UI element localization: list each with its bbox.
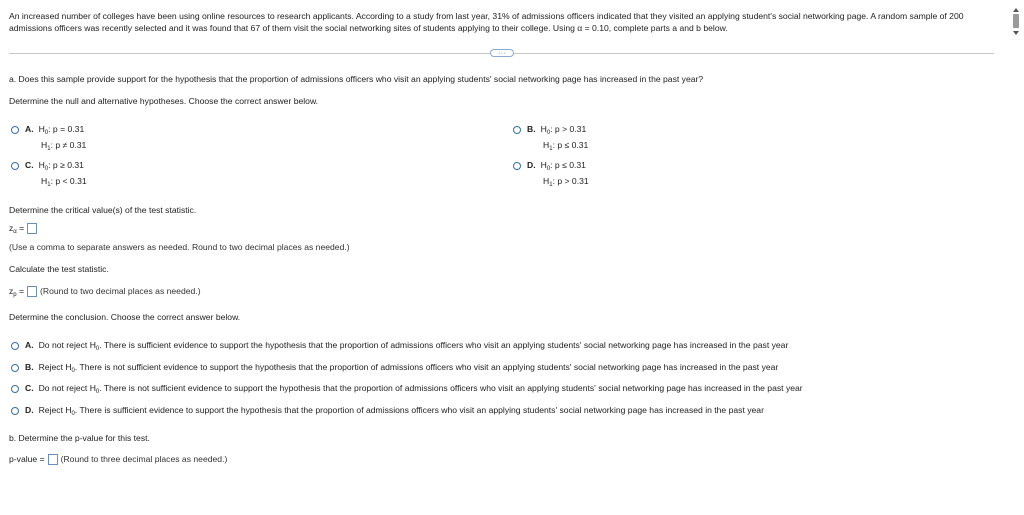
hypothesis-option-c-h1 [41,176,87,188]
h0-statement: : p = 0.31 [48,124,85,134]
hypothesis-option-a[interactable] [11,124,84,136]
scroll-up-icon[interactable] [1013,8,1019,12]
option-letter: C. [25,160,34,170]
problem-statement: An increased number of colleges have been using online resources to research applicants. According to a study from last year, 31% of admissions officers indicated that they visited an applying student's social networking page. A random sample of 200 admissions officers was recently selected and it was found that 67 of them visit the social networking sites of students applying to their college. Using α = 0.10, complete parts a and b below. [9,11,964,33]
hypothesis-option-d[interactable] [513,160,586,172]
radio-icon[interactable] [11,364,19,372]
radio-icon[interactable] [11,126,19,134]
test-statistic-prompt: Calculate the test statistic. [9,264,109,274]
hypotheses-prompt: Determine the null and alternative hypotheses. Choose the correct answer below. [9,96,319,106]
h1-symbol: $H_1$ [41,176,51,188]
p-value-hint: (Round to three decimal places as needed.) [60,454,228,464]
critical-value-hint: (Use a comma to separate answers as needed. Round to two decimal places as needed.) [9,242,350,252]
hypothesis-option-b-h1 [543,140,588,152]
conclusion-option-b[interactable]: B. Reject $H_0$. There is not sufficient evidence to support the hypothesis that the proportion of admissions officers who visit an applying students' social networking page has increased in the past year [11,362,778,374]
option-letter: B. [527,124,536,134]
h0-statement: : p > 0.31 [550,124,587,134]
scroll-thumb[interactable] [1013,14,1019,28]
scroll-down-icon[interactable] [1013,31,1019,35]
p-value-input[interactable] [48,454,58,465]
h0-symbol: $H_0$ [38,124,49,136]
part-a-question: a. Does this sample provide support for the hypothesis that the proportion of admissions officers who visit an applying students' social networking page has increased in the past year? [9,74,704,84]
radio-icon[interactable] [11,162,19,170]
expand-more-button[interactable]: ··· [490,49,514,57]
hypothesis-option-a-h1 [41,140,86,152]
test-statistic-label: $z_p$ = [9,286,25,298]
hypothesis-option-c[interactable] [11,160,84,172]
p-value-label: p-value = [9,454,45,464]
h1-statement: : p ≠ 0.31 [50,140,87,150]
h0-symbol: $H_0$ [540,160,551,172]
h1-statement: : p < 0.31 [50,176,87,186]
h1-symbol: $H_1$ [543,140,553,152]
h1-symbol: $H_1$ [41,140,51,152]
test-statistic-hint: (Round to two decimal places as needed.) [40,286,201,296]
option-letter: A. [25,124,34,134]
h0-statement: : p ≥ 0.31 [48,160,84,170]
radio-icon[interactable] [513,126,521,134]
critical-value-input[interactable] [27,223,37,234]
conclusion-option-d[interactable]: D. Reject $H_0$. There is sufficient evidence to support the hypothesis that the proportion of admissions officers who visit an applying students' social networking page has increased in the past year [11,405,764,417]
conclusion-option-c[interactable]: C. Do not reject $H_0$. There is not sufficient evidence to support the hypothesis that the proportion of admissions officers who visit an applying students' social networking page has increased in the past year [11,383,803,395]
scrollbar[interactable] [1012,8,1020,36]
critical-value-label: $z_\alpha$ = [9,223,25,235]
test-statistic-input[interactable] [27,286,37,297]
option-letter: D. [527,160,536,170]
radio-icon[interactable] [11,385,19,393]
hypothesis-option-d-h1 [543,176,589,188]
h0-symbol: $H_0$ [540,124,551,136]
radio-icon[interactable] [513,162,521,170]
part-b-question: b. Determine the p-value for this test. [9,433,150,443]
conclusion-prompt: Determine the conclusion. Choose the correct answer below. [9,312,241,322]
conclusion-option-a[interactable]: A. Do not reject $H_0$. There is sufficient evidence to support the hypothesis that the proportion of admissions officers who visit an applying students' social networking page has increased in the past year [11,340,788,352]
radio-icon[interactable] [11,342,19,350]
test-statistic-row [9,286,201,298]
h1-statement: : p > 0.31 [552,176,589,186]
radio-icon[interactable] [11,407,19,415]
p-value-row [9,454,227,465]
h0-symbol: $H_0$ [38,160,49,172]
h1-symbol: $H_1$ [543,176,553,188]
h0-statement: : p ≤ 0.31 [550,160,586,170]
critical-value-prompt: Determine the critical value(s) of the test statistic. [9,205,197,215]
hypothesis-option-b[interactable] [513,124,586,136]
critical-value-row [9,223,40,235]
h1-statement: : p ≤ 0.31 [552,140,589,150]
